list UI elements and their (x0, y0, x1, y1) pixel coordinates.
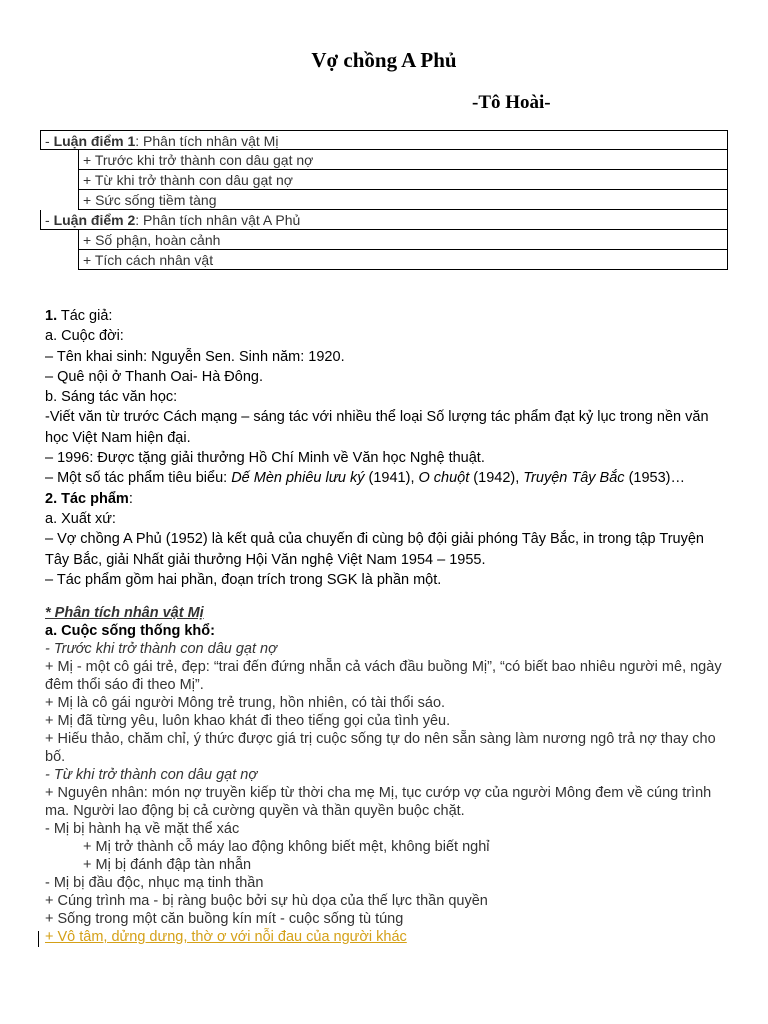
paragraph: + Hiếu thảo, chăm chỉ, ý thức được giá trị cuộc sống tự do nên sẵn sàng làm nương ngô trả nợ thay cho bố. (45, 731, 716, 765)
paragraph: - Từ khi trở thành con dâu gạt nợ (45, 767, 258, 783)
section-2-heading (45, 489, 725, 509)
outline-point-1-label: Luận điểm 1 (53, 133, 136, 149)
paragraph: a. Cuộc đời: (45, 328, 124, 345)
paragraph: + Mị bị đánh đập tàn nhẫn (83, 857, 252, 873)
paragraph: a. Xuất xứ: (45, 510, 116, 527)
paragraph: + Mị - một cô gái trẻ, đẹp: “trai đến đứng nhẵn cả vách đầu buồng Mị”, “có biết bao nhiêu người mê, ngày đêm thổi sáo đi theo Mị”. (45, 659, 722, 693)
outline-item: + Sức sống tiềm tàng (78, 190, 728, 210)
text-run: (1942), (469, 470, 524, 487)
paragraph: – Tên khai sinh: Nguyễn Sen. Sinh năm: 1920. (45, 348, 345, 365)
outline-point-1: - Luận điểm 1: Phân tích nhân vật Mị (40, 130, 728, 150)
outline-item: + Tích cách nhân vật (78, 250, 728, 270)
paragraph: + Sống trong một căn buồng kín mít - cuộc sống tù túng (45, 911, 404, 927)
paragraph: + Cúng trình ma - bị ràng buộc bởi sự hù dọa của thế lực thần quyền (45, 893, 488, 909)
analysis-heading: * Phân tích nhân vật Mị (45, 605, 204, 621)
paragraph: -Viết văn từ trước Cách mạng – sáng tác với nhiều thể loại Số lượng tác phẩm đạt kỷ lục trong nền văn học Việt Nam hiện đại. (45, 409, 709, 446)
section-1-heading (45, 306, 725, 326)
section-1-title: Tác giả: (57, 308, 113, 324)
outline-item: + Trước khi trở thành con dâu gạt nợ (78, 150, 728, 170)
analysis-section (45, 604, 725, 946)
document-author: -Tô Hoài- (472, 92, 551, 113)
section-2-colon: : (128, 490, 133, 507)
works-paragraph (45, 468, 725, 488)
paragraph: + Mị là cô gái người Mông trẻ trung, hồn nhiên, có tài thổi sáo. (45, 695, 446, 711)
text-cursor (38, 931, 39, 947)
paragraph: – Vợ chồng A Phủ (1952) là kết quả của chuyến đi cùng bộ đội giải phóng Tây Bắc, in trong tập Truyện Tây Bắc, giải Nhất giải thưởng Hội Văn nghệ Việt Nam 1954 – 1955. (45, 531, 704, 568)
paragraph: + Mị đã từng yêu, luôn khao khát đi theo tiếng gọi của tình yêu. (45, 713, 451, 729)
paragraph: b. Sáng tác văn học: (45, 389, 178, 406)
paragraph: + Nguyên nhân: món nợ truyền kiếp từ thời cha mẹ Mị, tục cướp vợ của người Mông đem về cúng trình ma. Người lao động bị cả cường quyền và thần quyền buộc chặt. (45, 785, 712, 819)
text-run: (1941), (364, 470, 419, 487)
outline-point-2: - Luận điểm 2: Phân tích nhân vật A Phủ (40, 210, 728, 230)
work-title: O chuột (418, 470, 470, 487)
work-title: Truyện Tây Bắc (523, 470, 625, 487)
paragraph: – 1996: Được tặng giải thưởng Hồ Chí Minh về Văn học Nghệ thuật. (45, 450, 485, 467)
highlighted-line[interactable] (45, 928, 725, 946)
outline-point-1-text: : Phân tích nhân vật Mị (135, 133, 279, 149)
section-1-number: 1. (45, 308, 58, 324)
text-run: – Một số tác phẩm tiêu biểu: (45, 470, 232, 487)
paragraph: – Quê nội ở Thanh Oai- Hà Đông. (45, 368, 264, 385)
paragraph: + Mị trở thành cỗ máy lao động không biết mệt, không biết nghỉ (83, 839, 490, 855)
outline-point-2-label: Luận điểm 2 (53, 212, 136, 228)
paragraph: - Mị bị hành hạ về mặt thể xác (45, 821, 240, 837)
text-run: (1953)… (624, 470, 686, 487)
highlighted-text-value: + Vô tâm, dửng dưng, thờ ơ với nỗi đau của người khác (45, 929, 407, 945)
outline-item: + Số phận, hoàn cảnh (78, 230, 728, 250)
document-title: Vợ chồng A Phủ (311, 48, 457, 72)
analysis-subheading: a. Cuộc sống thống khổ: (45, 623, 215, 639)
outline-item: + Từ khi trở thành con dâu gạt nợ (78, 170, 728, 190)
intro-section (45, 306, 725, 590)
paragraph: - Trước khi trở thành con dâu gạt nợ (45, 641, 277, 657)
outline-table (40, 130, 728, 270)
work-title: Dế Mèn phiêu lưu ký (231, 470, 365, 487)
paragraph: – Tác phẩm gồm hai phần, đoạn trích trong SGK là phần một. (45, 571, 442, 588)
section-2-title: 2. Tác phẩm (45, 490, 129, 507)
outline-point-2-text: : Phân tích nhân vật A Phủ (135, 212, 301, 228)
highlighted-text[interactable] (45, 929, 407, 945)
paragraph: - Mị bị đầu độc, nhục mạ tinh thần (45, 875, 264, 891)
